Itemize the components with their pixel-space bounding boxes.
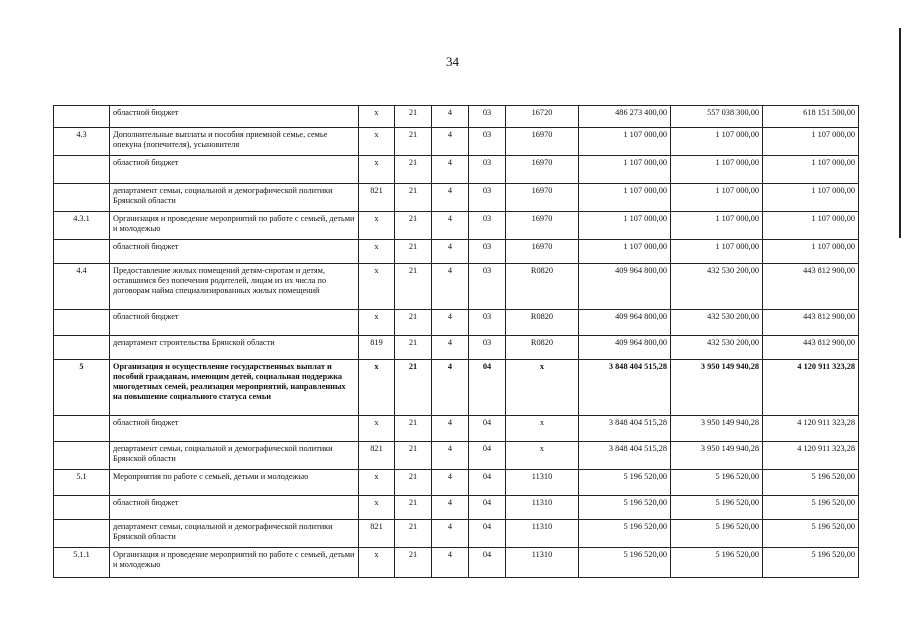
- amount-year1-cell: 409 964 800,00: [579, 264, 671, 310]
- amount-year3-cell: 4 120 911 323,28: [763, 360, 859, 416]
- program-code-cell: 21: [395, 360, 432, 416]
- item-name-cell: областной бюджет: [110, 310, 359, 336]
- table-row: [54, 548, 859, 578]
- amount-year1-cell: 1 107 000,00: [579, 240, 671, 264]
- gr-code-cell: x: [359, 156, 395, 184]
- subprogram-code-cell: 4: [432, 128, 469, 156]
- program-code-cell: 21: [395, 548, 432, 578]
- direction-code-cell: 16970: [506, 212, 579, 240]
- program-code-cell: 21: [395, 416, 432, 442]
- gr-code-cell: x: [359, 496, 395, 520]
- amount-year2-cell: 5 196 520,00: [671, 496, 763, 520]
- gr-code-cell: x: [359, 128, 395, 156]
- direction-code-cell: 16720: [506, 106, 579, 128]
- amount-year1-cell: 1 107 000,00: [579, 212, 671, 240]
- amount-year2-cell: 3 950 149 940,28: [671, 360, 763, 416]
- item-name-cell: Дополнительные выплаты и пособия приемной семье, семье опекуна (попечителя), усыновителя: [110, 128, 359, 156]
- activity-code-cell: 03: [469, 310, 506, 336]
- item-number-cell: 5.1: [54, 470, 110, 496]
- subprogram-code-cell: 4: [432, 416, 469, 442]
- item-number-cell: [54, 184, 110, 212]
- program-code-cell: 21: [395, 240, 432, 264]
- item-number-cell: [54, 106, 110, 128]
- program-code-cell: 21: [395, 128, 432, 156]
- amount-year1-cell: 486 273 400,00: [579, 106, 671, 128]
- amount-year2-cell: 5 196 520,00: [671, 520, 763, 548]
- direction-code-cell: 16970: [506, 184, 579, 212]
- amount-year2-cell: 432 530 200,00: [671, 336, 763, 360]
- subprogram-code-cell: 4: [432, 470, 469, 496]
- gr-code-cell: x: [359, 416, 395, 442]
- amount-year3-cell: 5 196 520,00: [763, 496, 859, 520]
- table-row: [54, 156, 859, 184]
- program-code-cell: 21: [395, 520, 432, 548]
- table-row: [54, 442, 859, 470]
- table-row: [54, 240, 859, 264]
- activity-code-cell: 03: [469, 264, 506, 310]
- gr-code-cell: x: [359, 106, 395, 128]
- page-edge-rule: [899, 28, 901, 238]
- table-row: [54, 106, 859, 128]
- amount-year2-cell: 5 196 520,00: [671, 470, 763, 496]
- amount-year2-cell: 1 107 000,00: [671, 128, 763, 156]
- table-row: [54, 416, 859, 442]
- item-name-cell: областной бюджет: [110, 156, 359, 184]
- amount-year1-cell: 1 107 000,00: [579, 156, 671, 184]
- gr-code-cell: x: [359, 240, 395, 264]
- subprogram-code-cell: 4: [432, 212, 469, 240]
- amount-year2-cell: 3 950 149 940,28: [671, 416, 763, 442]
- table-row: [54, 310, 859, 336]
- amount-year2-cell: 3 950 149 940,28: [671, 442, 763, 470]
- direction-code-cell: R0820: [506, 336, 579, 360]
- gr-code-cell: x: [359, 548, 395, 578]
- amount-year3-cell: 443 812 900,00: [763, 310, 859, 336]
- gr-code-cell: 821: [359, 520, 395, 548]
- amount-year3-cell: 443 812 900,00: [763, 264, 859, 310]
- subprogram-code-cell: 4: [432, 548, 469, 578]
- item-name-cell: Организация и осуществление государственных выплат и пособий гражданам, имеющим детей, социальная поддержка многодетных семей, реализация мероприятий, направленных на повышение социального статуса семьи: [110, 360, 359, 416]
- table-row: [54, 520, 859, 548]
- amount-year1-cell: 409 964 800,00: [579, 336, 671, 360]
- amount-year3-cell: 1 107 000,00: [763, 184, 859, 212]
- item-name-cell: департамент строительства Брянской области: [110, 336, 359, 360]
- activity-code-cell: 03: [469, 156, 506, 184]
- item-number-cell: [54, 156, 110, 184]
- subprogram-code-cell: 4: [432, 106, 469, 128]
- activity-code-cell: 03: [469, 212, 506, 240]
- direction-code-cell: R0820: [506, 264, 579, 310]
- amount-year1-cell: 409 964 800,00: [579, 310, 671, 336]
- activity-code-cell: 04: [469, 496, 506, 520]
- table-row: [54, 212, 859, 240]
- item-number-cell: [54, 240, 110, 264]
- item-name-cell: Предоставление жилых помещений детям-сиротам и детям, оставшимся без попечения родителей, лицам из их числа по договорам найма специализированных жилых помещений: [110, 264, 359, 310]
- amount-year3-cell: 1 107 000,00: [763, 156, 859, 184]
- amount-year3-cell: 443 812 900,00: [763, 336, 859, 360]
- amount-year3-cell: 5 196 520,00: [763, 470, 859, 496]
- item-number-cell: 4.4: [54, 264, 110, 310]
- program-code-cell: 21: [395, 156, 432, 184]
- item-name-cell: Организация и проведение мероприятий по работе с семьей, детьми и молодежью: [110, 548, 359, 578]
- amount-year3-cell: 5 196 520,00: [763, 520, 859, 548]
- activity-code-cell: 03: [469, 240, 506, 264]
- gr-code-cell: x: [359, 470, 395, 496]
- item-number-cell: 5.1.1: [54, 548, 110, 578]
- amount-year1-cell: 5 196 520,00: [579, 496, 671, 520]
- budget-table: [53, 105, 859, 578]
- item-name-cell: областной бюджет: [110, 106, 359, 128]
- direction-code-cell: 11310: [506, 548, 579, 578]
- table-row: [54, 336, 859, 360]
- gr-code-cell: 821: [359, 184, 395, 212]
- direction-code-cell: 11310: [506, 496, 579, 520]
- item-number-cell: 4.3: [54, 128, 110, 156]
- activity-code-cell: 03: [469, 336, 506, 360]
- amount-year2-cell: 5 196 520,00: [671, 548, 763, 578]
- amount-year3-cell: 1 107 000,00: [763, 212, 859, 240]
- subprogram-code-cell: 4: [432, 496, 469, 520]
- gr-code-cell: x: [359, 264, 395, 310]
- item-name-cell: департамент семьи, социальной и демографической политики Брянской области: [110, 442, 359, 470]
- amount-year3-cell: 5 196 520,00: [763, 548, 859, 578]
- activity-code-cell: 03: [469, 106, 506, 128]
- amount-year1-cell: 5 196 520,00: [579, 520, 671, 548]
- program-code-cell: 21: [395, 184, 432, 212]
- item-number-cell: [54, 442, 110, 470]
- amount-year2-cell: 1 107 000,00: [671, 156, 763, 184]
- table-row: [54, 128, 859, 156]
- amount-year2-cell: 1 107 000,00: [671, 240, 763, 264]
- item-name-cell: областной бюджет: [110, 496, 359, 520]
- program-code-cell: 21: [395, 336, 432, 360]
- item-number-cell: [54, 520, 110, 548]
- program-code-cell: 21: [395, 106, 432, 128]
- table-row: [54, 470, 859, 496]
- direction-code-cell: x: [506, 442, 579, 470]
- amount-year1-cell: 3 848 404 515,28: [579, 416, 671, 442]
- program-code-cell: 21: [395, 442, 432, 470]
- table-row: [54, 360, 859, 416]
- subprogram-code-cell: 4: [432, 336, 469, 360]
- direction-code-cell: 16970: [506, 240, 579, 264]
- item-name-cell: департамент семьи, социальной и демографической политики Брянской области: [110, 184, 359, 212]
- amount-year3-cell: 4 120 911 323,28: [763, 416, 859, 442]
- item-number-cell: [54, 310, 110, 336]
- direction-code-cell: 16970: [506, 128, 579, 156]
- gr-code-cell: x: [359, 310, 395, 336]
- item-number-cell: [54, 336, 110, 360]
- direction-code-cell: 11310: [506, 520, 579, 548]
- amount-year1-cell: 5 196 520,00: [579, 470, 671, 496]
- amount-year1-cell: 1 107 000,00: [579, 184, 671, 212]
- amount-year3-cell: 1 107 000,00: [763, 240, 859, 264]
- subprogram-code-cell: 4: [432, 184, 469, 212]
- item-number-cell: 4.3.1: [54, 212, 110, 240]
- item-number-cell: 5: [54, 360, 110, 416]
- subprogram-code-cell: 4: [432, 360, 469, 416]
- activity-code-cell: 04: [469, 360, 506, 416]
- subprogram-code-cell: 4: [432, 264, 469, 310]
- gr-code-cell: x: [359, 360, 395, 416]
- item-name-cell: областной бюджет: [110, 240, 359, 264]
- activity-code-cell: 04: [469, 416, 506, 442]
- program-code-cell: 21: [395, 470, 432, 496]
- amount-year2-cell: 432 530 200,00: [671, 264, 763, 310]
- program-code-cell: 21: [395, 264, 432, 310]
- gr-code-cell: x: [359, 212, 395, 240]
- activity-code-cell: 03: [469, 184, 506, 212]
- subprogram-code-cell: 4: [432, 520, 469, 548]
- amount-year2-cell: 432 530 200,00: [671, 310, 763, 336]
- program-code-cell: 21: [395, 212, 432, 240]
- item-name-cell: Мероприятия по работе с семьей, детьми и молодежью: [110, 470, 359, 496]
- activity-code-cell: 03: [469, 128, 506, 156]
- item-number-cell: [54, 496, 110, 520]
- table-row: [54, 184, 859, 212]
- program-code-cell: 21: [395, 496, 432, 520]
- item-number-cell: [54, 416, 110, 442]
- budget-table-body: [54, 106, 859, 578]
- direction-code-cell: x: [506, 416, 579, 442]
- subprogram-code-cell: 4: [432, 442, 469, 470]
- direction-code-cell: 16970: [506, 156, 579, 184]
- amount-year3-cell: 1 107 000,00: [763, 128, 859, 156]
- gr-code-cell: 819: [359, 336, 395, 360]
- amount-year2-cell: 1 107 000,00: [671, 184, 763, 212]
- amount-year1-cell: 5 196 520,00: [579, 548, 671, 578]
- amount-year1-cell: 3 848 404 515,28: [579, 360, 671, 416]
- table-row: [54, 496, 859, 520]
- subprogram-code-cell: 4: [432, 240, 469, 264]
- item-name-cell: департамент семьи, социальной и демографической политики Брянской области: [110, 520, 359, 548]
- page-number: 34: [446, 54, 459, 69]
- activity-code-cell: 04: [469, 470, 506, 496]
- direction-code-cell: 11310: [506, 470, 579, 496]
- amount-year1-cell: 3 848 404 515,28: [579, 442, 671, 470]
- subprogram-code-cell: 4: [432, 310, 469, 336]
- activity-code-cell: 04: [469, 520, 506, 548]
- gr-code-cell: 821: [359, 442, 395, 470]
- amount-year3-cell: 4 120 911 323,28: [763, 442, 859, 470]
- activity-code-cell: 04: [469, 442, 506, 470]
- activity-code-cell: 04: [469, 548, 506, 578]
- amount-year2-cell: 1 107 000,00: [671, 212, 763, 240]
- amount-year1-cell: 1 107 000,00: [579, 128, 671, 156]
- subprogram-code-cell: 4: [432, 156, 469, 184]
- direction-code-cell: x: [506, 360, 579, 416]
- amount-year2-cell: 557 038 300,00: [671, 106, 763, 128]
- item-name-cell: Организация и проведение мероприятий по работе с семьей, детьми и молодежью: [110, 212, 359, 240]
- item-name-cell: областной бюджет: [110, 416, 359, 442]
- amount-year3-cell: 618 151 500,00: [763, 106, 859, 128]
- program-code-cell: 21: [395, 310, 432, 336]
- direction-code-cell: R0820: [506, 310, 579, 336]
- table-row: [54, 264, 859, 310]
